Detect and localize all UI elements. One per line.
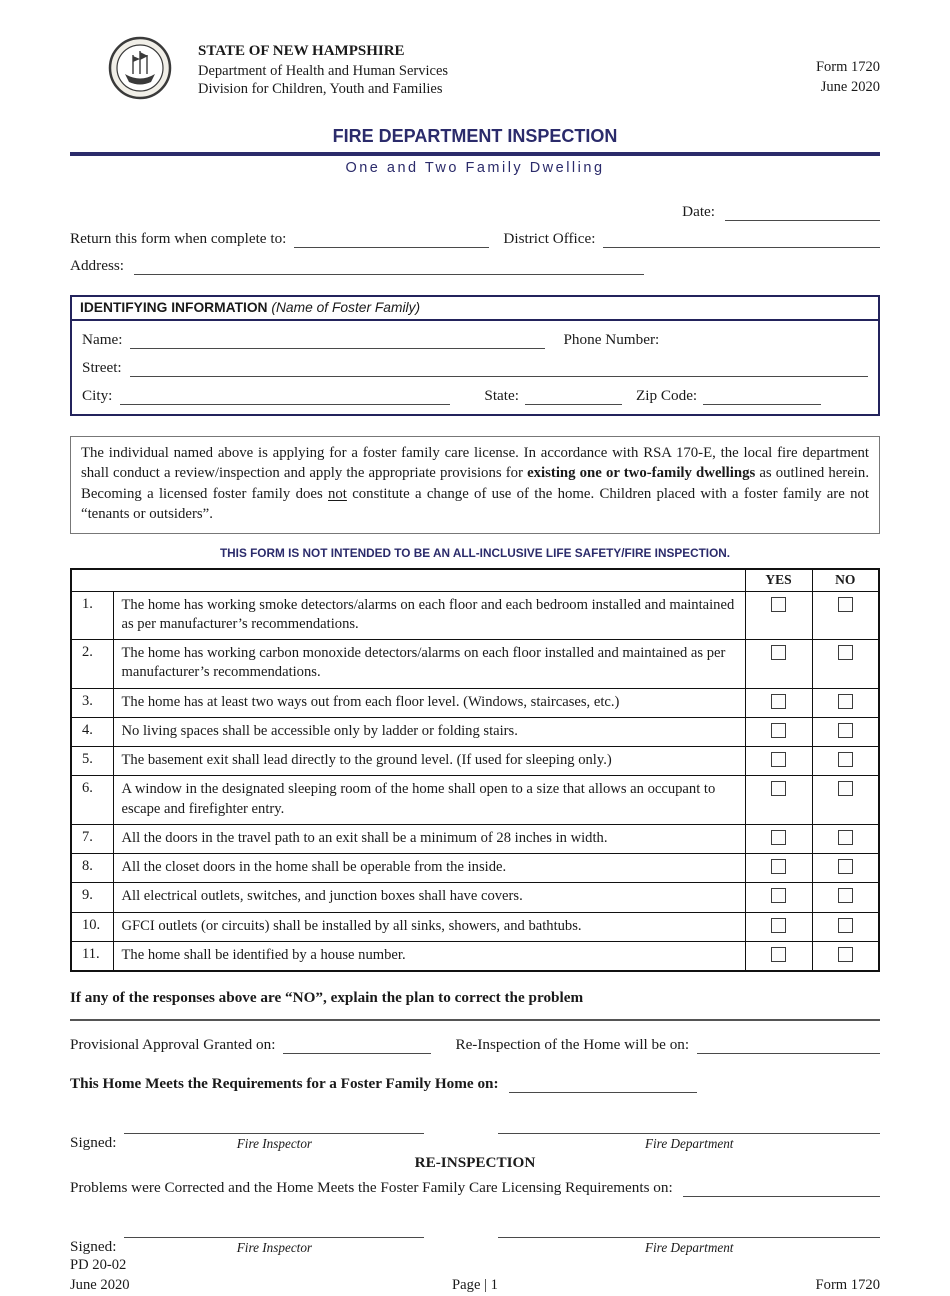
row-number: 1.: [71, 591, 113, 640]
yes-checkbox[interactable]: [771, 947, 786, 962]
no-checkbox[interactable]: [838, 947, 853, 962]
row-text: All the doors in the travel path to an exit shall be a minimum of 28 inches in width.: [113, 824, 745, 853]
provisional-approval-row: [70, 1035, 880, 1054]
yes-checkbox[interactable]: [771, 645, 786, 660]
row-number: 4.: [71, 717, 113, 746]
inspector-signature-line[interactable]: [124, 1115, 424, 1134]
provisional-date-line[interactable]: [283, 1035, 431, 1054]
row-text: A window in the designated sleeping room of the home shall open to a size that allows an occupant to escape and firefighter entry.: [113, 776, 745, 825]
checklist-row-6: [71, 776, 879, 825]
street-input-line[interactable]: [130, 358, 868, 377]
department-signature-column: [498, 1115, 880, 1152]
no-checkbox[interactable]: [838, 597, 853, 612]
notice-bold-text: existing one or two-family dwellings: [527, 465, 756, 482]
department-name: Department of Health and Human Services: [198, 62, 449, 79]
form-header: [70, 36, 880, 100]
row-text: The home has at least two ways out from each floor level. (Windows, staircases, etc.): [113, 688, 745, 717]
name-input-line[interactable]: [130, 330, 545, 349]
city-state-zip-row: [72, 386, 878, 405]
state-name: STATE OF NEW HAMPSHIRE: [198, 43, 405, 59]
page-number: Page | 1: [452, 1276, 498, 1293]
inspector-caption: Fire Inspector: [236, 1136, 313, 1152]
no-checkbox[interactable]: [838, 723, 853, 738]
checklist-row-5: [71, 747, 879, 776]
no-checkbox[interactable]: [838, 752, 853, 767]
state-input-line[interactable]: [525, 386, 622, 405]
department-signature-column: [498, 1219, 880, 1256]
footer-form-number: Form 1720: [815, 1276, 880, 1293]
checklist-row-7: [71, 824, 879, 853]
problems-corrected-row: [70, 1178, 880, 1197]
name-row: [72, 330, 878, 349]
district-office-label: District Office:: [503, 230, 596, 247]
notice-underlined-text: not: [328, 485, 347, 502]
yes-checkbox[interactable]: [771, 888, 786, 903]
row-number: 9.: [71, 883, 113, 912]
row-text: All electrical outlets, switches, and junction boxes shall have covers.: [113, 883, 745, 912]
yes-checkbox[interactable]: [771, 723, 786, 738]
row-number: 2.: [71, 640, 113, 689]
checklist-row-10: [71, 912, 879, 941]
row-number: 11.: [71, 941, 113, 971]
department-signature-line[interactable]: [498, 1219, 880, 1238]
checklist-header-spacer: [71, 569, 745, 592]
reinspection-signature-row: [70, 1219, 880, 1256]
row-number: 7.: [71, 824, 113, 853]
department-caption: Fire Department: [644, 1136, 734, 1152]
department-signature-line[interactable]: [498, 1115, 880, 1134]
phone-number-label: Phone Number:: [563, 331, 660, 348]
checklist-row-1: [71, 591, 879, 640]
form-meta: [816, 36, 880, 97]
agency-block: [198, 36, 448, 99]
yes-checkbox[interactable]: [771, 597, 786, 612]
return-row: [70, 229, 880, 248]
notice-text-2: as outlined herein. Becoming a licensed foster family does: [81, 465, 870, 502]
zip-input-line[interactable]: [703, 386, 821, 405]
no-checkbox[interactable]: [838, 645, 853, 660]
no-checkbox[interactable]: [838, 859, 853, 874]
meets-requirements-date-line[interactable]: [509, 1074, 697, 1093]
checklist-header-row: [71, 569, 879, 592]
no-checkbox[interactable]: [838, 888, 853, 903]
not-all-inclusive-banner: THIS FORM IS NOT INTENDED TO BE AN ALL-INCLUSIVE LIFE SAFETY/FIRE INSPECTION.: [219, 545, 731, 560]
return-to-label: Return this form when complete to:: [70, 230, 287, 247]
row-number: 10.: [71, 912, 113, 941]
no-checkbox[interactable]: [838, 918, 853, 933]
checklist-row-2: [71, 640, 879, 689]
problems-corrected-date-line[interactable]: [683, 1178, 880, 1197]
reinspection-date-label: Re-Inspection of the Home will be on:: [455, 1036, 690, 1054]
identifying-information-box: [70, 295, 880, 416]
checklist-row-9: [71, 883, 879, 912]
signed-label: Signed:: [70, 1134, 117, 1152]
reinspection-heading: RE-INSPECTION: [414, 1154, 536, 1172]
inspector-signature-column: [124, 1115, 424, 1152]
meets-requirements-row: [70, 1074, 880, 1093]
signed-label: Signed:: [70, 1238, 117, 1256]
no-column-header: NO: [812, 569, 879, 592]
address-input-line[interactable]: [134, 256, 644, 275]
row-number: 8.: [71, 854, 113, 883]
form-number: Form 1720: [815, 59, 880, 75]
address-label: Address:: [70, 257, 124, 274]
city-label: City:: [82, 387, 113, 404]
problems-corrected-label: Problems were Corrected and the Home Meets the Foster Family Care Licensing Requirements on:: [70, 1179, 673, 1197]
row-text: The home has working carbon monoxide detectors/alarms on each floor installed and maintained as per manufacturer’s recommendations.: [113, 640, 745, 689]
reinspection-date-line[interactable]: [697, 1035, 880, 1054]
yes-checkbox[interactable]: [771, 918, 786, 933]
identifying-heading-note: (Name of Foster Family): [271, 300, 421, 315]
state-label: State:: [484, 387, 519, 404]
street-row: [72, 358, 878, 377]
no-checkbox[interactable]: [838, 781, 853, 796]
correction-plan-line-2[interactable]: [70, 1020, 880, 1021]
date-input-line[interactable]: [725, 202, 880, 221]
checklist-row-11: [71, 941, 879, 971]
address-row: [70, 256, 880, 275]
checklist-row-8: [71, 854, 879, 883]
row-number: 3.: [71, 688, 113, 717]
approval-signature-row: [70, 1115, 880, 1152]
doc-date: June 2020: [70, 1276, 130, 1293]
page-title: FIRE DEPARTMENT INSPECTION: [332, 126, 618, 146]
district-office-input-line[interactable]: [603, 229, 880, 248]
row-text: GFCI outlets (or circuits) shall be installed by all sinks, showers, and bathtubs.: [113, 912, 745, 941]
yes-checkbox[interactable]: [771, 859, 786, 874]
footer-left: [70, 1256, 330, 1295]
inspector-signature-line[interactable]: [124, 1219, 424, 1238]
checklist-row-4: [71, 717, 879, 746]
row-text: All the closet doors in the home shall be operable from the inside.: [113, 854, 745, 883]
checklist-row-3: [71, 688, 879, 717]
notice-text-1: The individual named above is applying for a foster family care license. In accordance with RSA 170-E, the local fire department shall conduct a review/inspection and apply the appropriate provisions for: [81, 445, 869, 482]
no-checkbox[interactable]: [838, 830, 853, 845]
title-divider: [70, 152, 880, 156]
inspector-signature-column: [124, 1219, 424, 1256]
city-input-line[interactable]: [120, 386, 450, 405]
yes-checkbox[interactable]: [771, 781, 786, 796]
nh-state-seal-icon: [108, 36, 172, 100]
no-checkbox[interactable]: [838, 694, 853, 709]
name-label: Name:: [82, 331, 123, 348]
yes-column-header: YES: [745, 569, 812, 592]
yes-checkbox[interactable]: [771, 752, 786, 767]
row-number: 5.: [71, 747, 113, 776]
date-row: [70, 202, 880, 221]
yes-checkbox[interactable]: [771, 830, 786, 845]
page-subtitle: One and Two Family Dwelling: [345, 160, 605, 176]
meets-requirements-label: This Home Meets the Requirements for a Foster Family Home on:: [70, 1075, 499, 1093]
row-text: The basement exit shall lead directly to the ground level. (If used for sleeping only.): [113, 747, 745, 776]
date-label: Date:: [682, 203, 715, 220]
division-name: Division for Children, Youth and Families: [198, 81, 443, 98]
provisional-approval-label: Provisional Approval Granted on:: [70, 1036, 276, 1054]
street-label: Street:: [82, 359, 122, 376]
inspection-checklist-table: [70, 568, 880, 973]
yes-checkbox[interactable]: [771, 694, 786, 709]
identifying-information-header: [72, 297, 878, 321]
row-number: 6.: [71, 776, 113, 825]
return-to-input-line[interactable]: [294, 229, 489, 248]
row-text: The home has working smoke detectors/alarms on each floor and each bedroom installed and maintained as per manufacturer’s recommendations.: [113, 591, 745, 640]
zip-code-label: Zip Code:: [635, 387, 698, 404]
form-date: June 2020: [820, 78, 880, 95]
applicability-notice: [70, 436, 880, 534]
page-footer: [70, 1256, 880, 1295]
row-text: No living spaces shall be accessible only by ladder or folding stairs.: [113, 717, 745, 746]
row-text: The home shall be identified by a house number.: [113, 941, 745, 971]
identifying-heading: IDENTIFYING INFORMATION: [80, 300, 268, 315]
department-caption: Fire Department: [644, 1240, 734, 1256]
correction-plan-prompt: If any of the responses above are “NO”, explain the plan to correct the problem: [70, 989, 584, 1007]
doc-number: PD 20-02: [70, 1257, 127, 1274]
inspector-caption: Fire Inspector: [236, 1240, 313, 1256]
notice-text-3: constitute a change of use of the home. Children placed with a foster family are not “tenants or outsiders”.: [81, 485, 869, 523]
